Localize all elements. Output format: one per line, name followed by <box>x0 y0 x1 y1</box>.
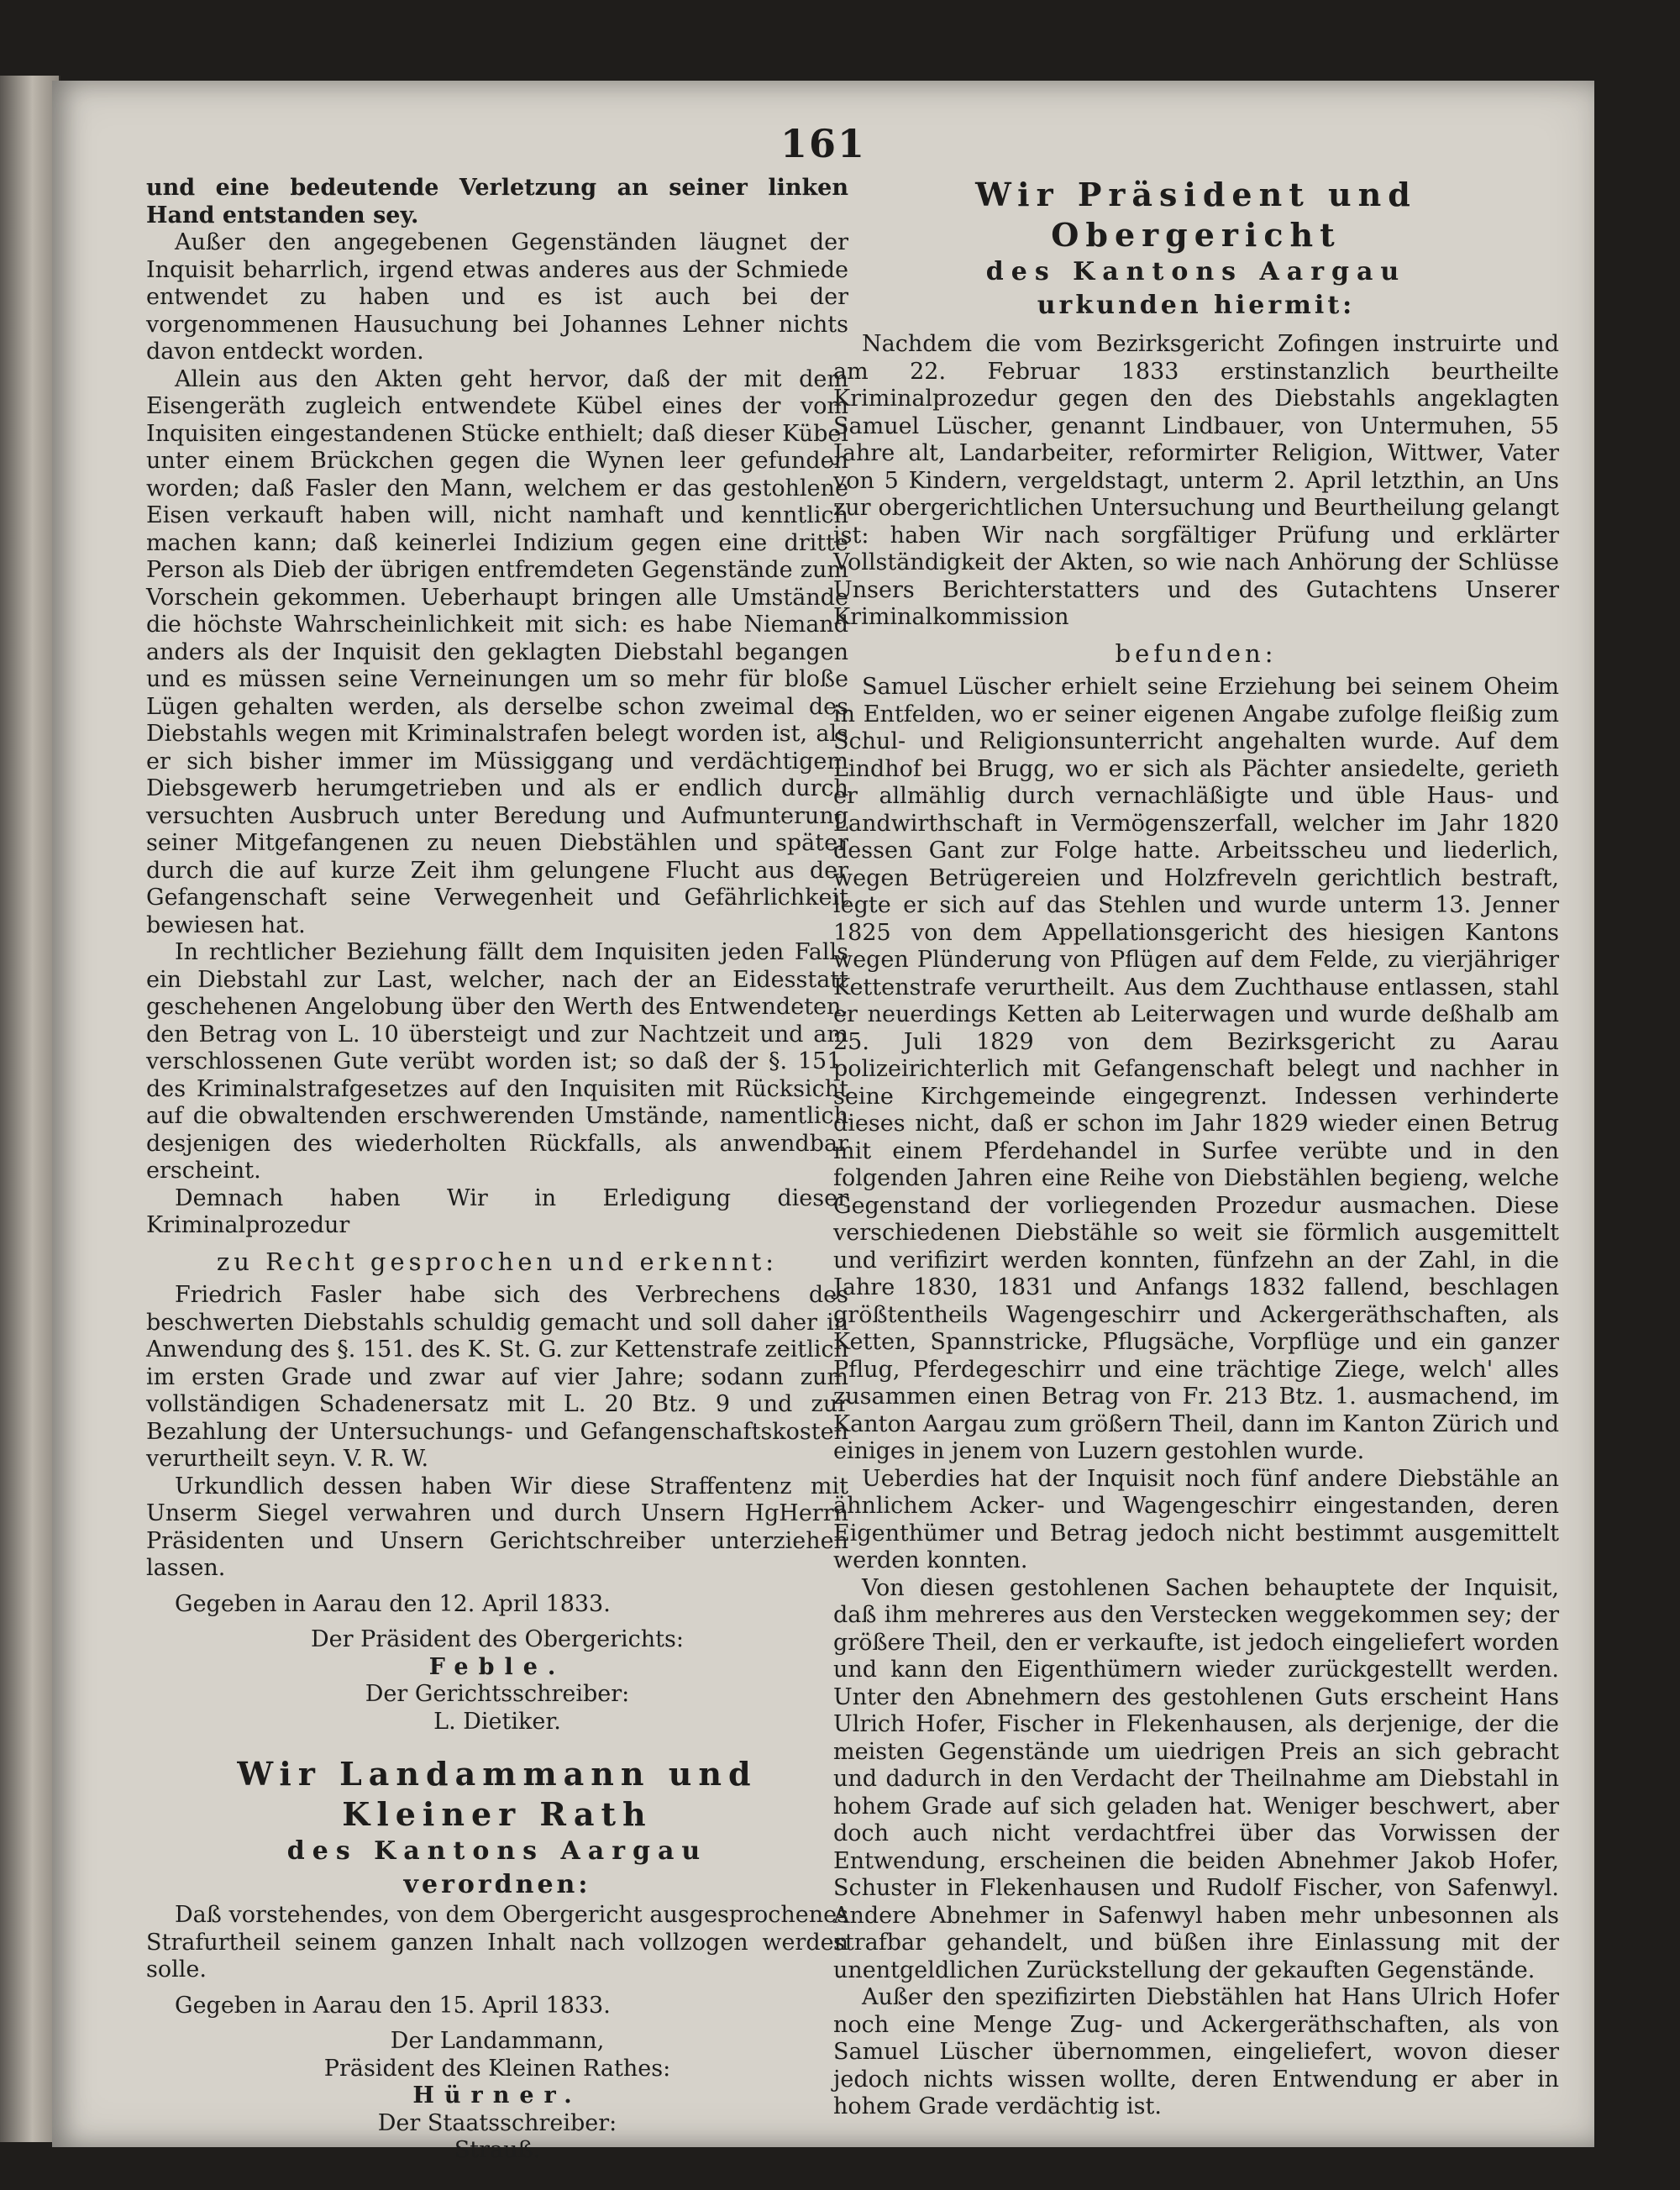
right-column <box>833 175 1559 2121</box>
date-line: Gegeben in Aarau den 12. April 1833. <box>175 1590 611 1617</box>
book-page <box>52 81 1594 2163</box>
page-number: 161 <box>780 121 867 166</box>
section-phrase: befunden: <box>1115 638 1278 668</box>
signature-role: Der Staatsschreiber: <box>377 2109 617 2136</box>
section-subheading: des Kantons Aargau <box>985 257 1407 286</box>
paragraph: In rechtlicher Beziehung fällt dem Inquisiten jeden Falls ein Diebstahl zur Last, welcher, nach der an Eidesstatt geschehenen Angelobung über den Werth des Entwendeten, den Betrag von L. 10 übersteigt und zur Nachtzeit und am verschlossenen Gute verübt worden ist; so daß der §. 151. des Kriminalstrafgesetzes auf den Inquisiten mit Rücksicht auf die obwaltenden erschwerenden Umstände, namentlich desjenigen des wiederholten Rückfalls, als anwendbar erscheint. <box>146 939 848 1184</box>
signature-name: Feble. <box>428 1653 566 1680</box>
section-verb: urkunden hiermit: <box>1037 291 1356 320</box>
signature-role: Der Landammann, <box>390 2028 605 2054</box>
signature-role: Der Gerichtsschreiber: <box>365 1681 630 1707</box>
paragraph: Von diesen gestohlenen Sachen behauptete der Inquisit, daß ihm mehreres aus den Verstecken weggekommen sey; der größere Theil, den er verkaufte, ist jedoch eingeliefert worden und kann den Eigenthümern wieder zurückgestellt werden. Unter den Abnehmern des gestohlenen Guts erscheint Hans Ulrich Hofer, Fischer in Flekenhausen, als derjenige, der die meisten Gegenstände um uiedrigen Preis an sich gebracht und dadurch in den Verdacht der Theilnahme am Diebstahl in hohem Grade auf sich geladen hat. Weniger beschwert, aber doch auch nicht verdachtfrei über das Vorwissen der Entwendung, erscheinen die beiden Abnehmer Jakob Hofer, Schuster in Flekenhausen und Rudolf Fischer, von Safenwyl. Andere Abnehmer in Safenwyl haben mehr unbesonnen als strafbar gehandelt, und büßen ihre Einlassung mit der unentgeldlichen Zurückstellung der gekauften Gegenstände. <box>833 1574 1559 1983</box>
signature-name: Strauß. <box>454 2137 541 2163</box>
paragraph: Außer den angegebenen Gegenständen läugnet der Inquisit beharrlich, irgend etwas anderes aus der Schmiede entwendet zu haben und es ist auch bei der vorgenommenen Hausuchung bei Johannes Lehner nichts davon entdeckt worden. <box>146 229 848 365</box>
paragraph: Friedrich Fasler habe sich des Verbrechens des beschwerten Diebstahls schuldig gemacht und soll daher in Anwendung des §. 151. des K. St. G. zur Kettenstrafe zeitlich im ersten Grade und zwar auf vier Jahre; sodann zum vollständigen Schadenersatz mit L. 20 Btz. 9 und zur Bezahlung der Untersuchungs- und Gefangenschaftskosten verurtheilt seyn. V. R. W. <box>146 1282 848 1472</box>
paragraph: Außer den spezifizirten Diebstählen hat Hans Ulrich Hofer noch eine Menge Zug- und Ackergeräthschaften, als von Samuel Lüscher übernommen, eingeliefert, wovon dieser jedoch nichts wissen wollte, deren Entwendung er aber in hohem Grade verdächtig ist. <box>833 1984 1559 2119</box>
paragraph: Ueberdies hat der Inquisit noch fünf andere Diebstähle an ähnlichem Acker- und Wagengeschirr eingestanden, deren Eigenthümer und Betrag jedoch nicht bestimmt ausgemittelt werden konnten. <box>833 1465 1559 1573</box>
section-verb: verordnen: <box>403 1870 591 1899</box>
signature-name: Hürner. <box>412 2082 582 2109</box>
paragraph: Allein aus den Akten geht hervor, daß der mit dem Eisengeräth zugleich entwendete Kübel eines der vom Inquisiten eingestandenen Stücke enthielt; daß dieser Kübel unter einem Brückchen gegen die Wynen leer gefunden worden; daß Fasler den Mann, welchem er das gestohlene Eisen verkauft haben will, nicht namhaft und kenntlich machen kann; daß keinerlei Indizium gegen eine dritte Person als Dieb der übrigen entfremdeten Gegenstände zum Vorschein gekommen. Ueberhaupt bringen alle Umstände die höchste Wahrscheinlichkeit mit sich: es habe Niemand anders als der Inquisit den geklagten Diebstahl begangen und es müssen seine Verneinungen um so mehr für bloße Lügen gehalten werden, als derselbe schon zweimal des Diebstahls wegen mit Kriminalstrafen belegt worden ist, als er sich bisher immer im Müssiggang und verdächtigem Diebsgewerb herumgetrieben und als er endlich durch versuchten Ausbruch unter Beredung und Aufmunterung seiner Mitgefangenen zu neuen Diebstählen und später durch die auf kurze Zeit ihm gelungene Flucht aus der Gefangenschaft seine Verwegenheit und Gefährlichkeit bewiesen hat. <box>146 365 848 938</box>
section-heading: Wir Präsident und Obergericht <box>975 176 1417 254</box>
paragraph: Urkundlich dessen haben Wir diese Straffentenz mit Unserm Siegel verwahren und durch Unsern HgHerrn Präsidenten und Unsern Gerichtschreiber unterziehen lassen. <box>146 1473 848 1581</box>
paragraph: Nachdem die vom Bezirksgericht Zofingen instruirte und am 22. Februar 1833 erstinstanzlich beurtheilte Kriminalprozedur gegen den des Diebstahls angeklagten Samuel Lüscher, genannt Lindbauer, von Untermuhen, 55 Jahre alt, Landarbeiter, reformirter Religion, Wittwer, Vater von 5 Kindern, vergeldstagt, unterm 2. April letzthin, an Uns zur obergerichtlichen Untersuchung und Beurtheilung gelangt ist: haben Wir nach sorgfältiger Prüfung und erklärter Vollständigkeit der Akten, so wie nach Anhörung der Schlüsse Unsers Berichterstatters und des Gutachtens Unserer Kriminalkommission <box>833 331 1559 630</box>
date-line: Gegeben in Aarau den 15. April 1833. <box>175 1992 611 2019</box>
signature-name: L. Dietiker. <box>433 1708 561 1735</box>
section-subheading: des Kantons Aargau <box>286 1836 708 1866</box>
section-phrase: zu Recht gesprochen und erkennt: <box>216 1247 779 1276</box>
paragraph: Demnach haben Wir in Erledigung dieser Kriminalprozedur <box>146 1184 848 1238</box>
signature-role: Der Präsident des Obergerichts: <box>311 1626 684 1652</box>
section-heading: Wir Landammann und Kleiner Rath <box>237 1755 758 1833</box>
paragraph: Samuel Lüscher erhielt seine Erziehung bei seinem Oheim in Entfelden, wo er seiner eigenen Angabe zufolge fleißig zum Schul- und Religionsunterricht angehalten wurde. Auf dem Lindhof bei Brugg, wo er sich als Pächter ansiedelte, gerieth er allmählig durch vernachläßigte und üble Haus- und Landwirthschaft in Vermögenszerfall, welcher im Jahr 1820 dessen Gant zur Folge hatte. Arbeitsscheu und liederlich, wegen Betrügereien und Holzfreveln gerichtlich bestraft, legte er sich auf das Stehlen und wurde unterm 13. Jenner 1825 von dem Appellationsgericht des hiesigen Kantons wegen Plünderung von Pflügen auf dem Felde, zu vierjähriger Kettenstrafe verurtheilt. Aus dem Zuchthause entlassen, stahl er neuerdings Ketten ab Leiterwagen und wurde deßhalb am 25. Juli 1829 von dem Bezirksgericht zu Aarau polizeirichterlich mit Gefangenschaft belegt und nachher in seine Kirchgemeinde eingegrenzt. Indessen verhinderte dieses nicht, daß er schon im Jahr 1829 wieder einen Betrug mit einem Pferdehandel in Surfee verübte und in den folgenden Jahren eine Reihe von Diebstählen begieng, welche Gegenstand der vorliegenden Prozedur ausmachen. Diese verschiedenen Diebstähle so weit sie förmlich ausgemittelt und verifizirt werden konnten, fünfzehn an der Zahl, in die Jahre 1830, 1831 und Anfangs 1832 fallend, beschlagen größtentheils Wagengeschirr und Ackergeräthschaften, als Ketten, Spannstricke, Pflugsäche, Vorpflüge und ein ganzer Pflug, Pferdegeschirr und eine trächtige Ziege, welch' alles zusammen einen Betrag von Fr. 213 Btz. 1. ausmachend, im Kanton Aargau zum größern Theil, dann im Kanton Zürich und einiges in jenem von Luzern gestohlen wurde. <box>833 674 1559 1464</box>
left-column <box>146 175 848 2165</box>
paragraph: und eine bedeutende Verletzung an seiner linken Hand entstanden sey. <box>146 175 848 228</box>
paragraph: Daß vorstehendes, von dem Obergericht ausgesprochenes Strafurtheil seinem ganzen Inhalt nach vollzogen werden solle. <box>146 1902 848 1983</box>
signature-role: Präsident des Kleinen Rathes: <box>323 2055 671 2082</box>
